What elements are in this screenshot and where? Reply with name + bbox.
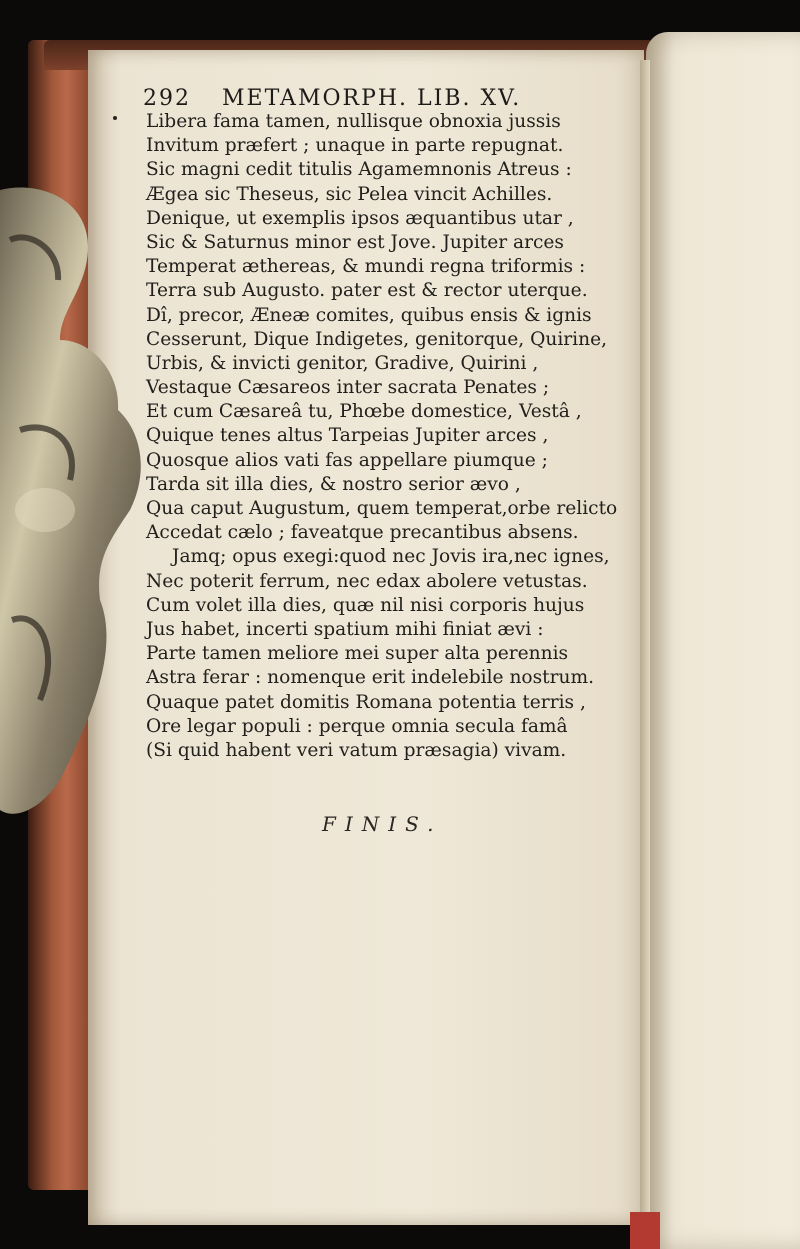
metal-page-clamp [0,180,150,820]
verse-line: (Si quid habent veri vatum præsagia) vivam. [146,739,567,761]
ribbon-marker [630,1212,660,1249]
verse-line: Tarda sit illa dies, & nostro serior ævo , [146,473,521,495]
ink-dot [113,116,117,120]
verse-line: Cum volet illa dies, quæ nil nisi corporis hujus [146,594,585,616]
running-head [143,86,623,111]
verse-line: Jus habet, incerti spatium mihi finiat ævi : [146,618,544,640]
verse-line: Astra ferar : nomenque erit indelebile nostrum. [146,667,595,689]
verse-line: Denique, ut exemplis ipsos æquantibus utar , [146,207,574,229]
verse-line: Jamq; opus exegi:quod nec Jovis ira,nec ignes, [172,546,610,568]
verse-line: Parte tamen meliore mei super alta perennis [146,643,569,665]
verse-line: Temperat æthereas, & mundi regna triformis : [146,256,586,278]
verse-line: Quosque alios vati fas appellare piumque ; [146,449,548,471]
verse-line: Qua caput Augustum, quem temperat,orbe relicto [146,498,618,519]
verse-line: Terra sub Augusto. pater est & rector uterque. [146,280,588,302]
verse-line: Cesserunt, Dique Indigetes, genitorque, Quirine, [146,328,607,350]
right-page [646,32,800,1249]
verse-line: Quaque patet domitis Romana potentia terris , [146,691,586,713]
verse-line: Invitum præfert ; unaque in parte repugnat. [146,135,564,157]
verse-line: Quique tenes altus Tarpeias Jupiter arces , [146,425,549,447]
verse-line: Ægea sic Theseus, sic Pelea vincit Achilles. [146,183,553,205]
verse-block [146,110,646,763]
verse-line: Urbis, & invicti genitor, Gradive, Quirini , [146,352,539,374]
verse-line: Libera fama tamen, nullisque obnoxia jussis [146,111,561,132]
verse-line: Dî, precor, Æneæ comites, quibus ensis & ignis [146,304,592,326]
verse-line: Sic & Saturnus minor est Jove. Jupiter arces [146,231,564,253]
verse-line: Ore legar populi : perque omnia secula famâ [146,715,568,737]
verse-line: Vestaque Cæsareos inter sacrata Penates ; [146,377,550,399]
page-number: 292 [143,86,191,111]
running-title: METAMORPH. LIB. XV. [222,86,522,111]
finis-mark: FINIS. [322,812,443,836]
verse-line: Nec poterit ferrum, nec edax abolere vetustas. [146,570,588,592]
verse-line: Sic magni cedit titulis Agamemnonis Atreus : [146,159,572,181]
verse-line: Accedat cælo ; faveatque precantibus absens. [146,522,579,544]
verse-line: Et cum Cæsareâ tu, Phœbe domestice, Vestâ , [146,401,582,423]
